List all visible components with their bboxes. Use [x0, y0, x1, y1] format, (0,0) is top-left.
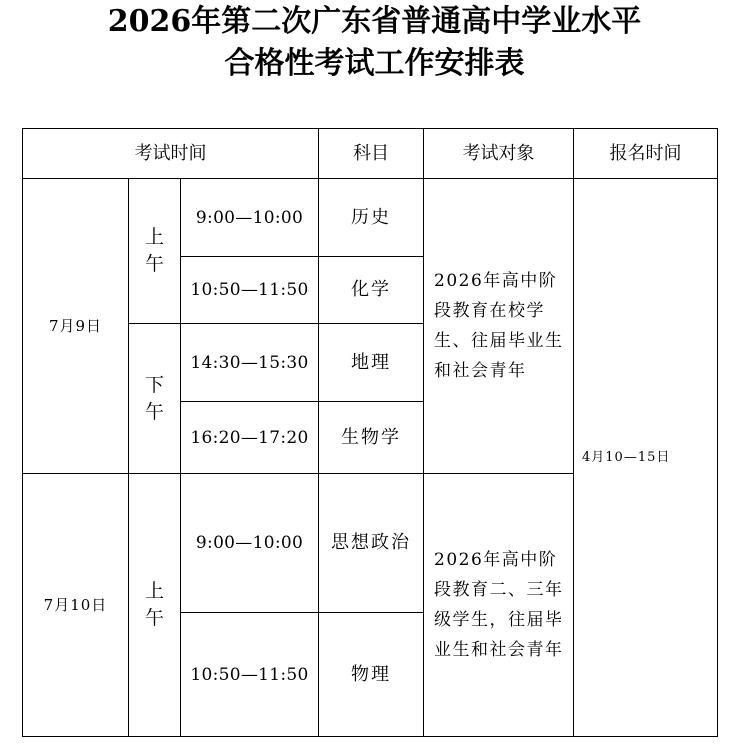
session-time: 9:00—10:00 — [181, 474, 319, 613]
half-char: 午 — [144, 400, 164, 423]
session-time: 16:20—17:20 — [181, 402, 319, 474]
registration-time: 4月10—15日 — [574, 179, 718, 737]
session-time: 9:00—10:00 — [181, 179, 319, 257]
half-char: 下 — [144, 373, 164, 396]
session-subject: 地理 — [319, 324, 424, 402]
half-char: 上 — [144, 226, 164, 248]
table-row — [23, 179, 718, 257]
day2-morning-label — [129, 474, 181, 737]
header-subject: 科目 — [319, 129, 424, 179]
day2-target: 2026年高中阶段教育二、三年级学生，往届毕业生和社会青年 — [424, 474, 574, 737]
half-char: 午 — [144, 253, 164, 275]
day2-date: 7月10日 — [23, 474, 129, 737]
header-target: 考试对象 — [424, 129, 574, 179]
header-exam-time: 考试时间 — [23, 129, 319, 179]
session-subject: 思想政治 — [319, 474, 424, 613]
day1-target: 2026年高中阶段教育在校学生、往届毕业生和社会青年 — [424, 179, 574, 474]
session-time: 14:30—15:30 — [181, 324, 319, 402]
document-title-line2: 合格性考试工作安排表 — [224, 46, 525, 81]
header-row — [23, 129, 718, 179]
session-subject: 历史 — [319, 179, 424, 257]
session-time: 10:50—11:50 — [181, 257, 319, 324]
day1-morning-label — [129, 179, 181, 324]
document-title-line1: 2026年第二次广东省普通高中学业水平 — [107, 4, 642, 39]
session-subject: 化学 — [319, 257, 424, 324]
header-registration: 报名时间 — [574, 129, 718, 179]
half-char: 上 — [144, 580, 164, 602]
exam-schedule-table — [22, 128, 718, 737]
half-char: 午 — [144, 607, 164, 629]
day1-date: 7月9日 — [23, 179, 129, 474]
day1-afternoon-label — [129, 324, 181, 474]
session-subject: 物理 — [319, 613, 424, 737]
session-subject: 生物学 — [319, 402, 424, 474]
session-time: 10:50—11:50 — [181, 613, 319, 737]
